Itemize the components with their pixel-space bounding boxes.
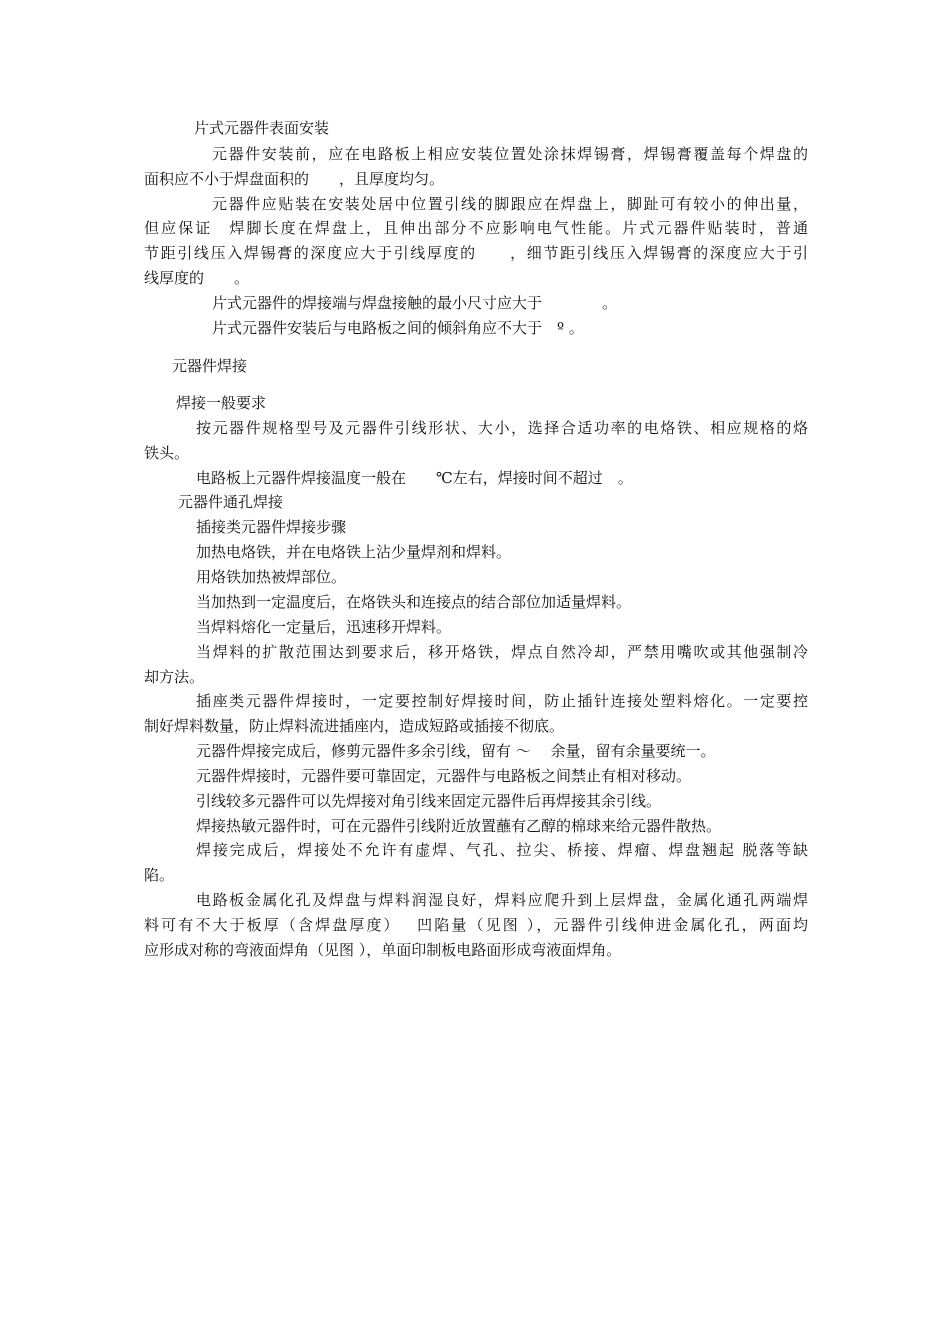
subsection-heading: 元器件通孔焊接 [178,493,284,511]
list-item: 用烙铁加热被焊部位。 [196,568,347,586]
paragraph-line: 应形成对称的弯液面焊角（见图 ），单面印制板电路面形成弯液面焊角。 [144,941,622,959]
subsection-title: 片式元器件表面安装 [194,119,330,137]
list-item: 焊接完成后，焊接处不允许有虚焊、气孔、拉尖、桥接、焊瘤、焊盘翘起 脱落等缺 [196,841,808,859]
paragraph-line: 节距引线压入焊锡膏的深度应大于引线厚度的 ，细节距引线压入焊锡膏的深度应大于引 [144,244,808,262]
paragraph-line: 元器件安装前，应在电路板上相应安装位置处涂抹焊锡膏，焊锡膏覆盖每个焊盘的 [212,145,808,163]
list-item: 引线较多元器件可以先焊接对角引线来固定元器件后再焊接其余引线。 [196,792,662,810]
list-item: 当焊料熔化一定量后，迅速移开焊料。 [196,618,452,636]
list-item: 插座类元器件焊接时，一定要控制好焊接时间，防止插针连接处塑料熔化。一定要控 [196,692,808,710]
paragraph-line: 铁头。 [144,444,190,462]
paragraph-line: 却方法。 [144,668,205,686]
list-item: 加热电烙铁，并在电烙铁上沾少量焊剂和焊料。 [196,543,512,561]
list-item: 当加热到一定温度后，在烙铁头和连接点的结合部位加适量焊料。 [196,593,632,611]
paragraph-line: 料可有不大于板厚（含焊盘厚度） 凹陷量（见图 ），元器件引线伸进金属化孔，两面均 [144,916,808,934]
paragraph-line: 线厚度的 。 [144,269,250,287]
list-item: 插接类元器件焊接步骤 [196,518,347,536]
list-item: 电路板金属化孔及焊盘与焊料润湿良好，焊料应爬升到上层焊盘，金属化通孔两端焊 [196,891,808,909]
list-item: 元器件焊接时，元器件要可靠固定，元器件与电路板之间禁止有相对移动。 [196,767,692,785]
section-heading: 元器件焊接 [172,357,248,375]
subsection-heading: 焊接一般要求 [176,394,267,412]
paragraph-line: 陷。 [144,866,175,884]
paragraph-line: 电路板上元器件焊接温度一般在 ℃左右，焊接时间不超过 。 [196,469,633,487]
paragraph-line: 片式元器件安装后与电路板之间的倾斜角应不大于 º 。 [212,319,584,337]
list-item: 元器件焊接完成后，修剪元器件多余引线，留有 ～ 余量，留有余量要统一。 [196,742,716,760]
paragraph-line: 制好焊料数量，防止焊料流进插座内，造成短路或插接不彻底。 [144,717,565,735]
paragraph-line: 面积应不小于焊盘面积的 ，且厚度均匀。 [144,170,445,188]
list-item: 当焊料的扩散范围达到要求后，移开烙铁，焊点自然冷却，严禁用嘴吹或其他强制冷 [196,643,808,661]
paragraph-line: 元器件应贴装在安装处居中位置引线的脚跟应在焊盘上，脚趾可有较小的伸出量， [212,195,808,213]
paragraph-line: 按元器件规格型号及元器件引线形状、大小，选择合适功率的电烙铁、相应规格的烙 [196,419,808,437]
list-item: 焊接热敏元器件时，可在元器件引线附近放置蘸有乙醇的棉球来给元器件散热。 [196,817,722,835]
paragraph-line: 片式元器件的焊接端与焊盘接触的最小尺寸应大于 。 [212,294,618,312]
paragraph-line: 但应保证 焊脚长度在焊盘上，且伸出部分不应影响电气性能。片式元器件贴装时，普通 [144,219,808,237]
